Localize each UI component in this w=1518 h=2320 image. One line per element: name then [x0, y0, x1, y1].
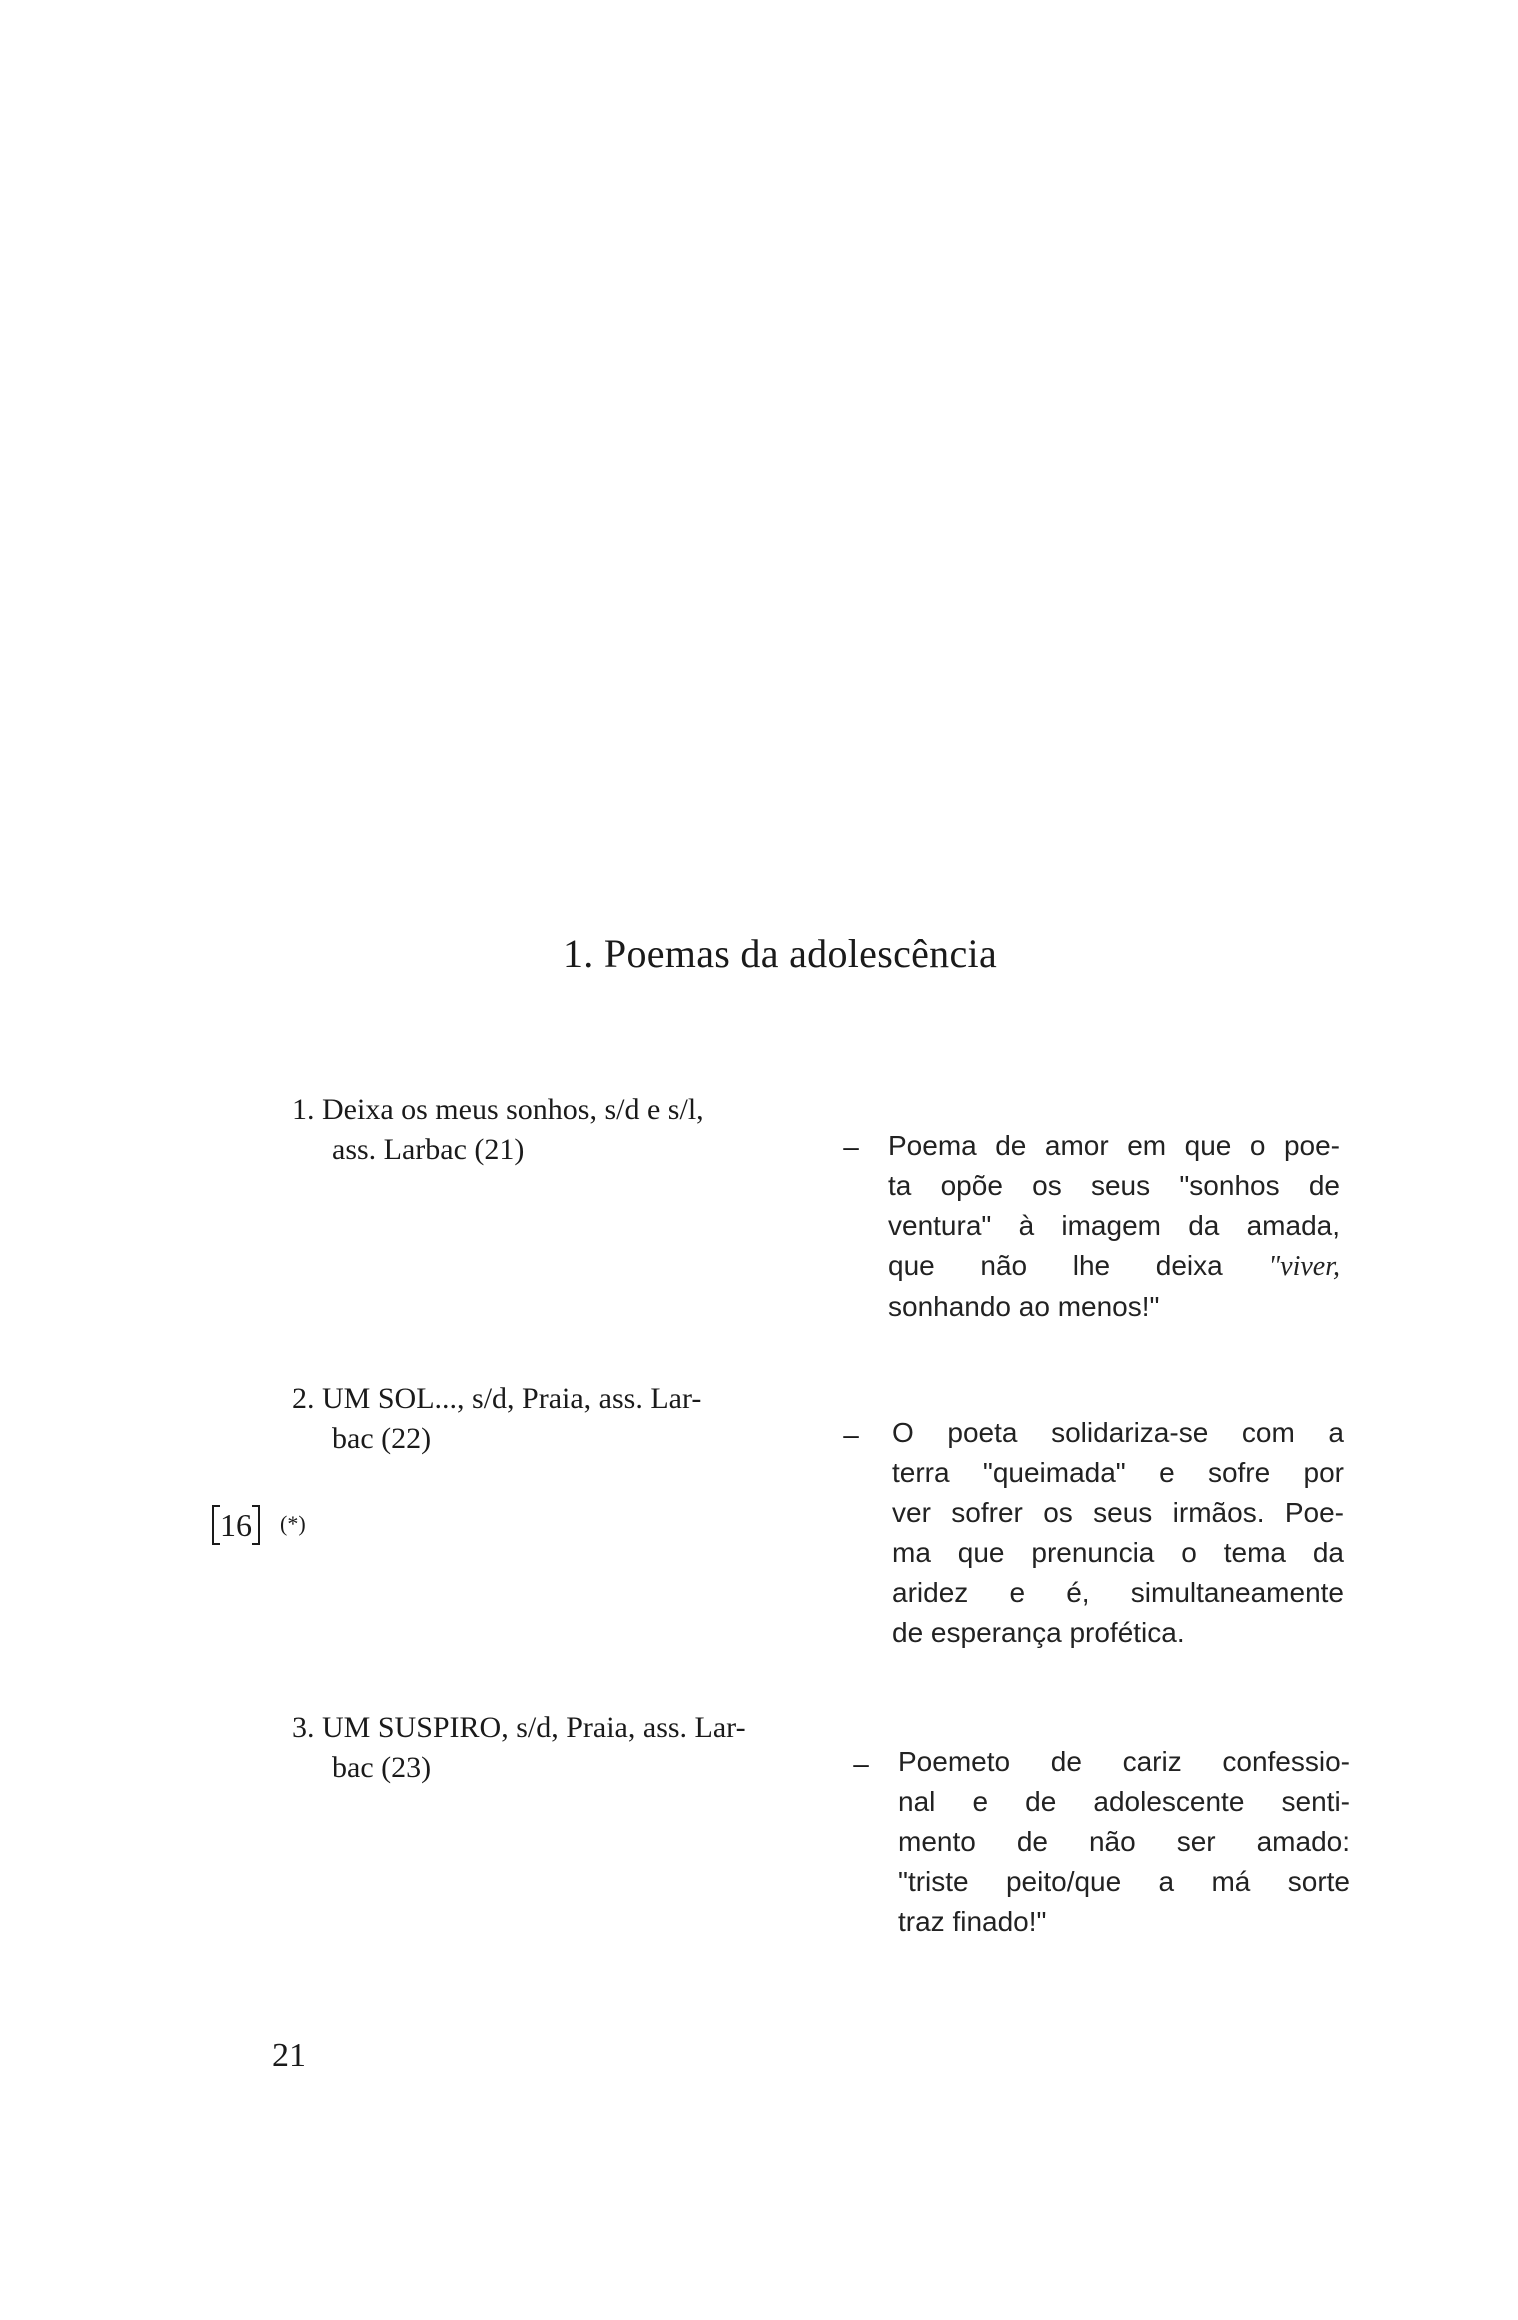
entry-1-title-line1: 1. Deixa os meus sonhos, s/d e s/l,: [292, 1093, 704, 1126]
entry-3-title-line1: 3. UM SUSPIRO, s/d, Praia, ass. Lar-: [292, 1711, 746, 1744]
entry-1-title: [292, 1090, 704, 1170]
entry-2-desc-line: aridez e é, simultaneamente: [892, 1577, 1344, 1608]
entry-1-desc-line: ventura" à imagem da amada,: [888, 1210, 1340, 1241]
page-number: 21: [272, 2037, 306, 2074]
entry-2-desc-line: terra "queimada" e sofre por: [892, 1457, 1344, 1488]
margin-reference: [212, 1498, 306, 1550]
entry-1-desc-italic: "viver,: [1268, 1251, 1341, 1282]
entry-3-desc-line: mento de não ser amado:: [898, 1826, 1350, 1857]
entry-2-description: [892, 1413, 1344, 1653]
entry-1-desc-line-4-text: que não lhe deixa: [888, 1250, 1223, 1281]
entry-2-title-line1: 2. UM SOL..., s/d, Praia, ass. Lar-: [292, 1382, 702, 1415]
entry-2-desc-line: O poeta solidariza-se com a: [892, 1417, 1344, 1448]
entry-3-dash: –: [853, 1748, 869, 1779]
entry-3-title-line2: bac (23): [332, 1751, 432, 1784]
entry-2-desc-line: ma que prenuncia o tema da: [892, 1537, 1344, 1568]
entry-1-description: [888, 1126, 1340, 1327]
margin-note: (*): [280, 1511, 306, 1536]
margin-reference-number: 16: [212, 1503, 260, 1545]
entry-1-desc-line-4: [888, 1246, 1340, 1287]
entry-2-title: [292, 1379, 701, 1459]
entry-2-desc-line: de esperança profética.: [892, 1617, 1185, 1648]
entry-1-desc-line: Poema de amor em que o poe-: [888, 1130, 1340, 1161]
entry-3-desc-line: traz finado!": [898, 1906, 1047, 1937]
entry-3-desc-line: nal e de adolescente senti-: [898, 1786, 1350, 1817]
section-title: 1. Poemas da adolescência: [563, 931, 998, 976]
entry-3-desc-line: "triste peito/que a má sorte: [898, 1866, 1350, 1897]
entry-3-title: [292, 1708, 746, 1788]
entry-1-dash: –: [843, 1131, 859, 1162]
entry-3-description: [898, 1742, 1350, 1942]
entry-1-title-line2: ass. Larbac (21): [332, 1133, 525, 1166]
entry-2-desc-line: ver sofrer os seus irmãos. Poe-: [892, 1497, 1344, 1528]
entry-1-desc-line: ta opõe os seus "sonhos de: [888, 1170, 1340, 1201]
entry-3-desc-line: Poemeto de cariz confessio-: [898, 1746, 1350, 1777]
entry-2-dash: –: [843, 1419, 859, 1450]
entry-2-title-line2: bac (22): [332, 1422, 432, 1455]
entry-1-desc-line: sonhando ao menos!": [888, 1291, 1160, 1322]
